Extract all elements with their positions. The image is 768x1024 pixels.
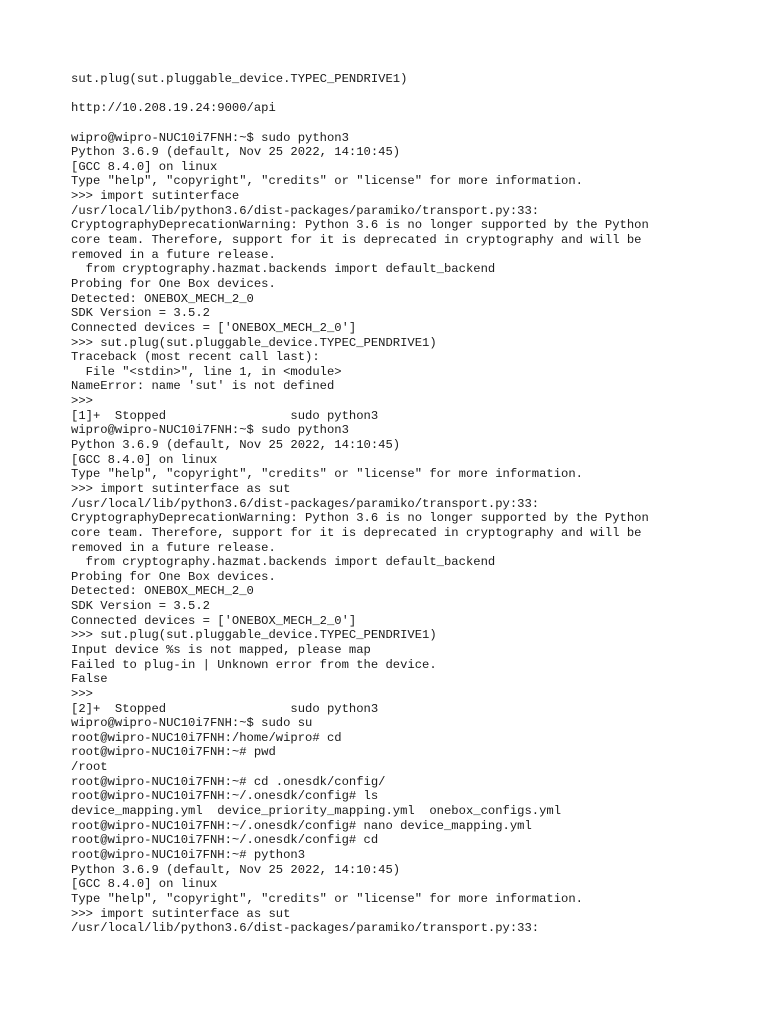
text-line: Detected: ONEBOX_MECH_2_0 xyxy=(71,584,254,599)
text-line: /root xyxy=(71,760,108,775)
blank-line xyxy=(71,116,751,131)
text-line: [GCC 8.4.0] on linux xyxy=(71,877,218,892)
text-line: Failed to plug-in | Unknown error from the device. xyxy=(71,657,437,672)
text-line: Traceback (most recent call last): xyxy=(71,350,320,365)
text-line: /usr/local/lib/python3.6/dist-packages/paramiko/transport.py:33: xyxy=(71,203,540,218)
text-line: root@wipro-NUC10i7FNH:~# pwd xyxy=(71,745,276,760)
text-line: core team. Therefore, support for it is deprecated in cryptography and will be xyxy=(71,233,642,248)
text-line: wipro@wipro-NUC10i7FNH:~$ sudo su xyxy=(71,716,313,731)
text-line: removed in a future release. xyxy=(71,540,276,555)
text-line: from cryptography.hazmat.backends import default_backend xyxy=(71,555,496,570)
text-line: Input device %s is not mapped, please map xyxy=(71,642,371,657)
text-line: root@wipro-NUC10i7FNH:~/.onesdk/config# ls xyxy=(71,789,379,804)
text-line: >>> import sutinterface xyxy=(71,189,240,204)
text-line: core team. Therefore, support for it is deprecated in cryptography and will be xyxy=(71,525,642,540)
text-line: root@wipro-NUC10i7FNH:~# cd .onesdk/config/ xyxy=(71,774,386,789)
text-line: NameError: name 'sut' is not defined xyxy=(71,379,335,394)
text-line: Type "help", "copyright", "credits" or "license" for more information. xyxy=(71,891,583,906)
text-line: root@wipro-NUC10i7FNH:~# python3 xyxy=(71,847,306,862)
text-line: wipro@wipro-NUC10i7FNH:~$ sudo python3 xyxy=(71,423,349,438)
text-line: >>> xyxy=(71,686,93,701)
text-line: Python 3.6.9 (default, Nov 25 2022, 14:10:45) xyxy=(71,145,401,160)
text-line: False xyxy=(71,672,108,687)
text-line: >>> import sutinterface as sut xyxy=(71,481,291,496)
text-line: >>> xyxy=(71,394,93,409)
text-line: /usr/local/lib/python3.6/dist-packages/paramiko/transport.py:33: xyxy=(71,496,540,511)
text-line: File "<stdin>", line 1, in <module> xyxy=(71,364,342,379)
text-line: wipro@wipro-NUC10i7FNH:~$ sudo python3 xyxy=(71,130,349,145)
text-line: Python 3.6.9 (default, Nov 25 2022, 14:10:45) xyxy=(71,438,401,453)
text-line: SDK Version = 3.5.2 xyxy=(71,599,210,614)
text-line: [1]+ Stopped sudo python3 xyxy=(71,408,379,423)
text-line: Connected devices = ['ONEBOX_MECH_2_0'] xyxy=(71,320,357,335)
text-line: >>> sut.plug(sut.pluggable_device.TYPEC_PENDRIVE1) xyxy=(71,628,437,643)
text-line: http://10.208.19.24:9000/api xyxy=(71,101,276,116)
text-line: root@wipro-NUC10i7FNH:/home/wipro# cd xyxy=(71,730,342,745)
text-line: root@wipro-NUC10i7FNH:~/.onesdk/config# cd xyxy=(71,833,379,848)
text-line: Python 3.6.9 (default, Nov 25 2022, 14:10:45) xyxy=(71,862,401,877)
text-line: Detected: ONEBOX_MECH_2_0 xyxy=(71,291,254,306)
text-line: from cryptography.hazmat.backends import default_backend xyxy=(71,262,496,277)
text-line: CryptographyDeprecationWarning: Python 3.6 is no longer supported by the Python xyxy=(71,218,649,233)
text-line: [GCC 8.4.0] on linux xyxy=(71,452,218,467)
text-line: device_mapping.yml device_priority_mapping.yml onebox_configs.yml xyxy=(71,804,562,819)
text-line: Probing for One Box devices. xyxy=(71,276,276,291)
text-line: >>> sut.plug(sut.pluggable_device.TYPEC_PENDRIVE1) xyxy=(71,335,437,350)
text-line: [GCC 8.4.0] on linux xyxy=(71,159,218,174)
text-line: Type "help", "copyright", "credits" or "license" for more information. xyxy=(71,174,583,189)
text-line: sut.plug(sut.pluggable_device.TYPEC_PENDRIVE1) xyxy=(71,72,408,86)
text-line: CryptographyDeprecationWarning: Python 3.6 is no longer supported by the Python xyxy=(71,511,649,526)
text-line: root@wipro-NUC10i7FNH:~/.onesdk/config# nano device_mapping.yml xyxy=(71,818,532,833)
text-line: /usr/local/lib/python3.6/dist-packages/paramiko/transport.py:33: xyxy=(71,921,540,936)
text-line: Connected devices = ['ONEBOX_MECH_2_0'] xyxy=(71,613,357,628)
terminal-log-document xyxy=(71,72,751,936)
text-line: removed in a future release. xyxy=(71,247,276,262)
text-line: SDK Version = 3.5.2 xyxy=(71,306,210,321)
text-line: [2]+ Stopped sudo python3 xyxy=(71,701,379,716)
text-line: Probing for One Box devices. xyxy=(71,569,276,584)
text-line: Type "help", "copyright", "credits" or "license" for more information. xyxy=(71,467,583,482)
text-line: >>> import sutinterface as sut xyxy=(71,906,291,921)
blank-line xyxy=(71,87,751,102)
